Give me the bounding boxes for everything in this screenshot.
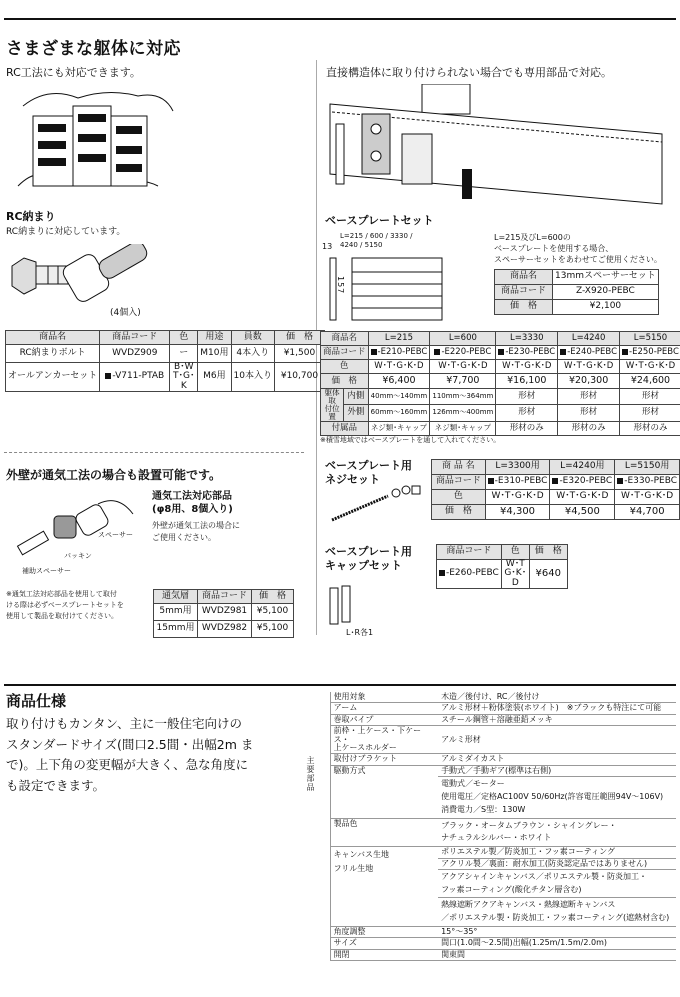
vent-label-aux: 補助スペーサー [22,567,71,575]
bp-cell: -E230-PEBC [496,346,558,360]
spec-table [290,692,676,961]
rc-cell: オールアンカーセット [6,363,100,392]
rc-cell: M6用 [198,363,231,392]
spec-group-label: 主要部品 [305,755,315,792]
bp-cell: 形材 [496,389,558,405]
rc-table [5,330,325,392]
vent-parts-note: 外壁が通気工法の場合に ご使用ください。 [152,521,240,542]
bp-th: 躯体取 付位置 [321,389,344,422]
vent-cell: ¥5,100 [252,604,294,621]
bp-cell: ¥20,300 [558,374,620,389]
cap-table [436,544,568,589]
bp-th: L=600 [430,332,496,346]
baseplate-title: ベースプレートセット [325,214,434,227]
screw-th: L=5150用 [615,460,680,475]
screw-cell: -E330-PEBC [615,475,680,490]
spec-label: 製品色 [330,818,438,847]
bp-cell: W･T･G･K･D [368,360,430,374]
screw-th: L=4240用 [550,460,615,475]
vent-cell: WVDZ981 [198,604,252,621]
screw-th: 商品コード [432,475,486,490]
bracket-mounting-illustration [322,84,672,214]
rc-cell: RC納まりボルト [6,345,100,363]
spec-value: 関東間 [438,949,676,960]
bp-cell: -E240-PEBC [558,346,620,360]
bp-th: 商品コード [321,346,369,360]
bp-cell: W･T･G･K･D [496,360,558,374]
spec-label: アーム [330,703,438,714]
spec-value: アクリル製／裏面：耐水加工(防炎認定品ではありません) [438,858,676,869]
bp-cell: ネジ類･キャップ [430,421,496,435]
vent-title: 外壁が通気工法の場合も設置可能です。 [6,468,222,482]
screw-th: 価 格 [432,505,486,520]
spec-value: 間口(1.0間〜2.5間)出幅(1.25m/1.5m/2.0m) [438,938,676,949]
snow-note: ※積雪地域ではベースプレートを通して入れてください。 [320,436,501,444]
spec-label: 駆動方式 [330,765,438,818]
spec-label: キャンバス生地 フリル生地 [330,847,438,927]
baseplate-dim-13: 13 [322,242,333,251]
vent-cell: WVDZ982 [198,621,252,638]
dashed-separator [4,452,304,453]
spec-value: ブラック・オータムブラウン・シャイングレー・ ナチュラルシルバー・ホワイト [438,818,676,847]
top-rule [4,18,676,20]
spec-value: 15°〜35° [438,927,676,938]
vent-parts-title: 通気工法対応部品 (φ8用、8個入り) [152,491,233,515]
bp-cell: 形材のみ [558,421,620,435]
screw-cell: -E310-PEBC [485,475,550,490]
bp-cell: 126mm〜400mm [430,405,496,421]
bp-cell: 60mm〜160mm [368,405,430,421]
spec-value: 木造／後付け、RC／後付け [438,692,676,703]
baseplate-dims: L=215 / 600 / 3330 / 4240 / 5150 [340,232,413,250]
cap-cell: ¥640 [529,560,567,589]
bp-cell: W･T･G･K･D [620,360,680,374]
screw-th: 色 [432,490,486,505]
screw-th: 商 品 名 [432,460,486,475]
vent-cell: ¥5,100 [252,621,294,638]
bp-cell: 形材 [558,389,620,405]
cap-th: 商品コード [437,545,502,560]
rc-subtitle: RC納まりに対応しています。 [6,227,126,237]
cap-illustration [326,584,362,628]
section-title: さまざまな躯体に対応 [6,39,181,59]
spacer-th: 価 格 [495,300,553,315]
rc-cell: ¥1,500 [274,345,324,363]
screw-cell: -E320-PEBC [550,475,615,490]
rc-cell: WVDZ909 [100,345,170,363]
spec-value: アルミダイカスト [438,754,676,765]
spacer-cell: Z-X920-PEBC [553,285,659,300]
rc-bolt-anchor-illustration [8,244,168,314]
rc-cell: M10用 [198,345,231,363]
bp-th: L=4240 [558,332,620,346]
vent-cell: 15mm用 [154,621,198,638]
spec-label: 角度調整 [330,927,438,938]
screw-cell: W･T･G･K･D [615,490,680,505]
bp-th: 外側 [344,405,368,421]
spacer-th: 商品コード [495,285,553,300]
rc-cell: 4本入り [231,345,274,363]
cap-cell: W･T G･K･D [501,560,529,589]
vent-th: 商品コード [198,590,252,604]
vent-label-packing: パッキン [64,552,92,560]
bp-cell: 110mm〜364mm [430,389,496,405]
baseplate-note-right: L=215及びL=600の ベースプレートを使用する場合、 スペーサーセットをあわせてご使用ください。 [494,233,662,264]
baseplate-side-profile [324,254,340,324]
spacer-table [494,269,659,315]
bp-th: 付属品 [321,421,369,435]
rc-building-illustration [8,86,178,196]
spec-value: アルミ形材＋粉体塗装(ホワイト) ※ブラックも特注にて可能 [438,703,676,714]
bp-th: L=3330 [496,332,558,346]
spec-rule [4,684,676,686]
screw-cell: W･T･G･K･D [550,490,615,505]
bp-cell: -E210-PEBC [368,346,430,360]
spec-label: 取付けブラケット [330,754,438,765]
spacer-cell: 13mmスペーサーセット [553,270,659,285]
spacer-cell: ¥2,100 [553,300,659,315]
vent-table [153,589,294,638]
bp-cell: 形材のみ [620,421,680,435]
rc-cell: 10本入り [231,363,274,392]
bp-cell: W･T･G･K･D [558,360,620,374]
spec-label: 開閉 [330,949,438,960]
spec-label: 前枠・上ケース・下ケース・ 上ケースホルダー [330,726,438,754]
cap-title: ベースプレート用 キャップセット [325,545,413,573]
screw-cell: ¥4,300 [485,505,550,520]
spec-value: アクアシャインキャンバス／ポリエステル製・防炎加工・ フッ素コーティング(酸化チタン層含む) [438,869,676,898]
cap-lr-note: L･R各1 [346,628,374,637]
rc-cell: B･W T･G･K [170,363,198,392]
spec-value: アルミ形材 [438,726,676,754]
rc-title: RC納まり [6,210,56,223]
screw-cell: ¥4,500 [550,505,615,520]
bp-th: L=5150 [620,332,680,346]
rc-qty-note: (4個入) [110,308,141,318]
vent-notice: ※通気工法対応部品を使用して取付 ける際は必ずベースプレートセットを 使用して製品を取付けてください。 [6,590,124,621]
cap-th: 色 [501,545,529,560]
bp-th: 内側 [344,389,368,405]
bp-th: 色 [321,360,369,374]
rc-cell: ¥10,700 [274,363,324,392]
rc-caption: RC工法にも対応できます。 [6,66,141,79]
rc-th-code: 商品コード [100,331,170,345]
vent-th: 価 格 [252,590,294,604]
rc-cell: ー [170,345,198,363]
spec-title: 商品仕様 [6,692,67,710]
screw-cell: W･T･G･K･D [485,490,550,505]
rc-th-price: 価 格 [274,331,324,345]
cap-th: 価 格 [529,545,567,560]
bp-cell: 形材 [620,405,680,421]
spec-label: サイズ [330,938,438,949]
bp-cell: 形材 [558,405,620,421]
baseplate-dim-157: 157 [336,276,345,295]
rc-th-color: 色 [170,331,198,345]
bp-cell: 形材のみ [496,421,558,435]
spec-value: ポリエステル製／防炎加工・フッ素コーティング [438,847,676,858]
rc-th-use: 用途 [198,331,231,345]
bp-cell: 形材 [620,389,680,405]
baseplate-drawing [346,254,446,324]
baseplate-table [320,331,680,436]
direct-caption: 直接構造体に取り付けられない場合でも専用部品で対応。 [326,66,612,79]
bp-cell: 形材 [496,405,558,421]
vent-cell: 5mm用 [154,604,198,621]
rc-th-name: 商品名 [6,331,100,345]
bp-cell: ¥7,700 [430,374,496,389]
spec-label: 巻取パイプ [330,714,438,725]
bp-cell: ¥6,400 [368,374,430,389]
rc-cell: -V711-PTAB [100,363,170,392]
vent-label-spacer: スペーサー [98,531,133,539]
screw-th: L=3300用 [485,460,550,475]
bp-cell: ネジ類･キャップ [368,421,430,435]
spacer-th: 商品名 [495,270,553,285]
spec-intro: 取り付けもカンタン、主に一般住宅向けのスタンダードサイズ(間口2.5間・出幅2m まで)。上下角の変更幅が大きく、急な角度にも設定できます。 [6,716,254,793]
screw-illustration [328,484,428,524]
spec-value: 電動式／モーター 使用電圧／定格AC100V 50/60Hz(許容電圧範囲94V〜106V) 消費電力／S型：130W [438,777,676,818]
bp-th: 価 格 [321,374,369,389]
spec-value: スチール鋼管＋溶融亜鉛メッキ [438,714,676,725]
screw-cell: ¥4,700 [615,505,680,520]
vent-th: 通気層 [154,590,198,604]
spec-value: 熱線遮断アクアキャンバス・熱線遮断キャンバス ／ポリエステル製・防炎加工・フッ素コーティング(遮熱材含む) [438,898,676,927]
screw-table [431,459,680,520]
spec-label: 使用対象 [330,692,438,703]
rc-th-qty: 員数 [231,331,274,345]
bp-cell: W･T･G･K･D [430,360,496,374]
bp-th: 商品名 [321,332,369,346]
screw-title: ベースプレート用 ネジセット [325,459,413,487]
bp-cell: -E250-PEBC [620,346,680,360]
bp-cell: 40mm〜140mm [368,389,430,405]
bp-cell: -E220-PEBC [430,346,496,360]
cap-cell: -E260-PEBC [437,560,502,589]
bp-cell: ¥16,100 [496,374,558,389]
bp-cell: ¥24,600 [620,374,680,389]
bp-th: L=215 [368,332,430,346]
spec-value: 手動式／手動ギア(標準は右側) [438,765,676,776]
